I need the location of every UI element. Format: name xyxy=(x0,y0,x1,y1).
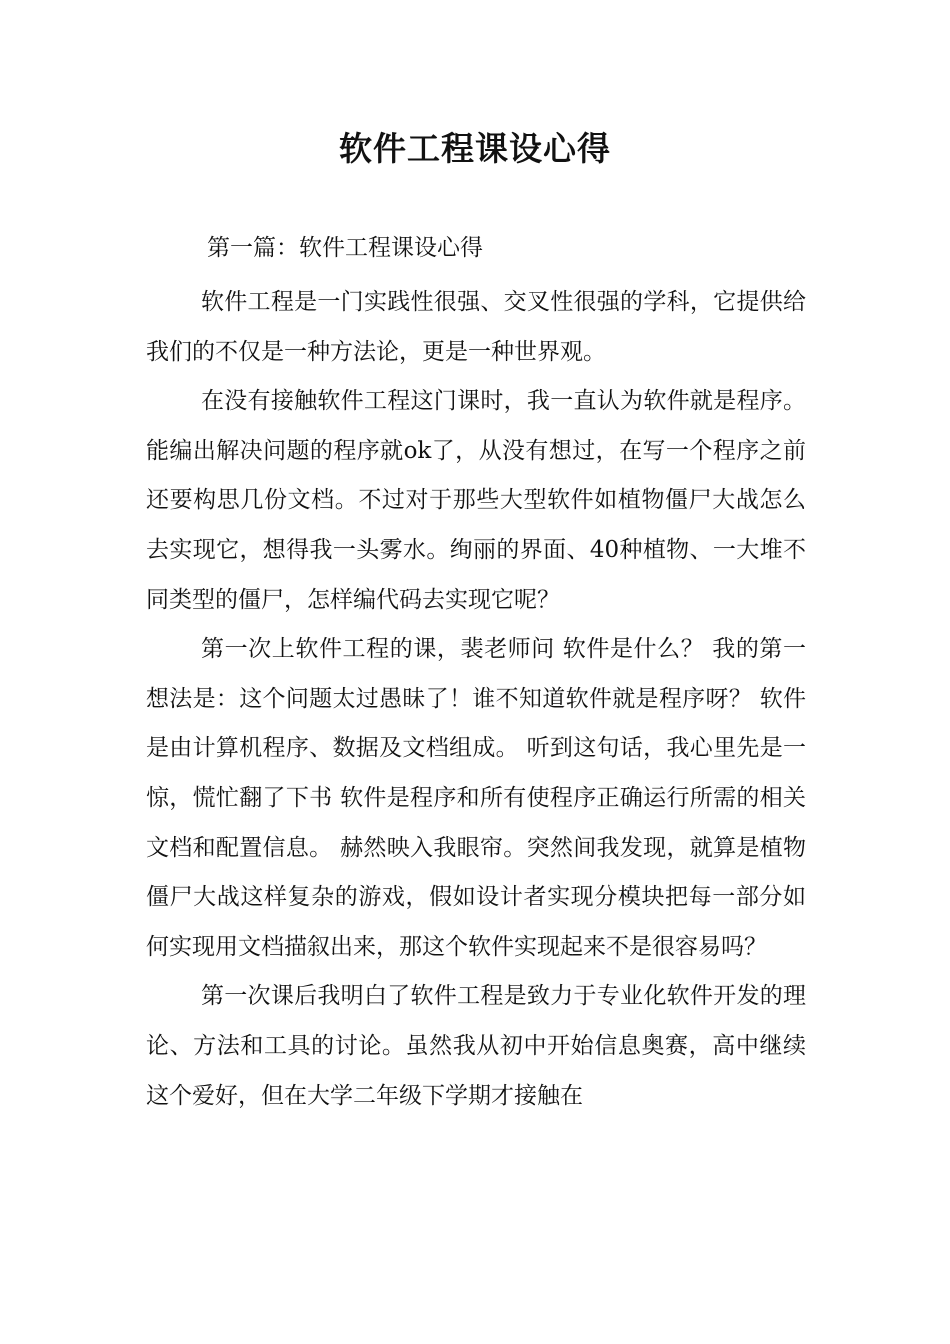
section-heading: 第一篇：软件工程课设心得 xyxy=(207,235,483,261)
paragraph: 软件工程是一门实践性很强、交叉性很强的学科，它提供给我们的不仅是一种方法论，更是一种世界观。 xyxy=(146,289,806,365)
document-title: 软件工程课设心得 xyxy=(339,129,611,168)
paragraph: 第一次课后我明白了软件工程是致力于专业化软件开发的理论、方法和工具的讨论。虽然我从初中开始信息奥赛，高中继续这个爱好，但在大学二年级下学期才接触在 xyxy=(146,983,806,1109)
body-text xyxy=(146,278,806,1121)
paragraph: 在没有接触软件工程这门课时，我一直认为软件就是程序。能编出解决问题的程序就ok了，从没有想过，在写一个程序之前还要构思几份文档。不过对于那些大型软件如植物僵尸大战怎么去实现它，想得我一头雾水。绚丽的界面、40种植物、一大堆不同类型的僵尸，怎样编代码去实现它呢？ xyxy=(146,388,806,613)
paragraph: 第一次上软件工程的课，裴老师问 软件是什么？ 我的第一想法是：这个问题太过愚昧了！谁不知道软件就是程序呀？ 软件是由计算机程序、数据及文档组成。 听到这句话，我心里先是一惊，慌忙翻了下书 软件是程序和所有使程序正确运行所需的相关文档和配置信息。 赫然映入我眼帘。突然间我发现，就算是植物僵尸大战这样复杂的游戏，假如设计者实现分模块把每一部分如何实现用文档描叙出来，那这个软件实现起来不是很容易吗？ xyxy=(146,636,806,960)
